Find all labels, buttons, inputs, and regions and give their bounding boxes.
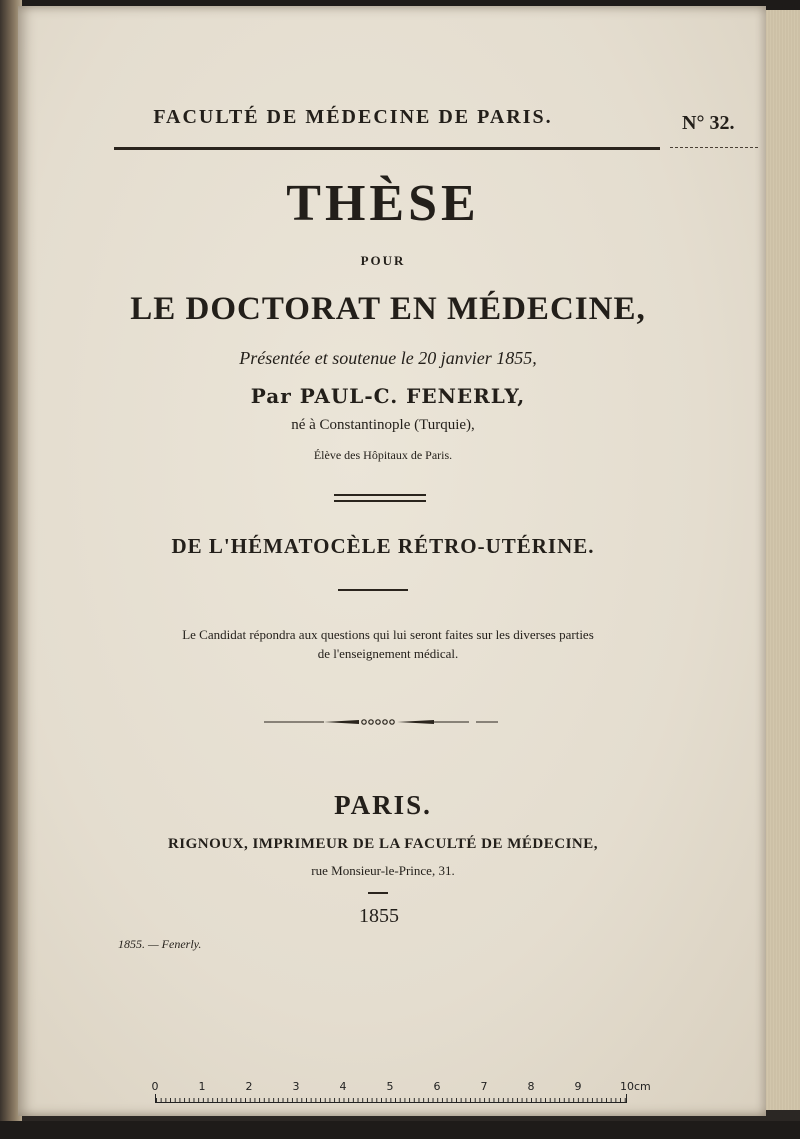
student-line: Élève des Hôpitaux de Paris. <box>313 448 453 462</box>
ruler-label-9: 9 <box>574 1080 582 1093</box>
ruler-label-3: 3 <box>292 1080 300 1093</box>
candidate-note-line2: de l'enseignement médical. <box>317 646 459 661</box>
tiny-rule <box>368 892 388 894</box>
scan-bottom-edge <box>0 1121 800 1139</box>
document-page <box>18 6 766 1116</box>
thesis-title: THÈSE <box>286 175 480 232</box>
ruler-label-7: 7 <box>480 1080 488 1093</box>
page-stack-edge <box>766 10 800 1110</box>
candidate-note <box>128 625 648 663</box>
ruler-unit-label: 10cm <box>620 1080 651 1093</box>
ruler-label-8: 8 <box>527 1080 535 1093</box>
candidate-note-line1: Le Candidat répondra aux questions qui lui seront faites sur les diverses parties <box>182 627 594 642</box>
ruler-label-6: 6 <box>433 1080 441 1093</box>
header-rule-right <box>670 147 758 148</box>
short-rule-divider <box>338 589 408 591</box>
doctorate-heading: LE DOCTORAT EN MÉDECINE, <box>130 291 646 327</box>
ruler-label-2: 2 <box>245 1080 253 1093</box>
imprint-printer: RIGNOUX, IMPRIMEUR DE LA FACULTÉ DE MÉDECINE, <box>167 836 599 852</box>
birthplace-line: né à Constantinople (Turquie), <box>291 417 475 433</box>
pour-text: POUR <box>360 253 406 268</box>
thesis-number: N° 32. <box>682 112 735 134</box>
ruler-label-4: 4 <box>339 1080 347 1093</box>
imprint-city: PARIS. <box>334 790 432 820</box>
scale-ruler <box>150 1080 651 1104</box>
ornament-divider <box>264 712 498 732</box>
ruler-label-0: 0 <box>151 1080 159 1093</box>
faculty-header: FACULTÉ DE MÉDECINE DE PARIS. <box>153 106 553 128</box>
author-line: Par PAUL-C. FENERLY, <box>250 384 526 408</box>
presentation-line: Présentée et soutenue le 20 janvier 1855, <box>239 348 537 368</box>
ruler-tick-bar <box>155 1094 627 1103</box>
ruler-label-5: 5 <box>386 1080 394 1093</box>
imprint-year: 1855 <box>359 905 399 927</box>
ruler-label-1: 1 <box>198 1080 206 1093</box>
double-rule-divider <box>334 494 426 502</box>
footer-signature: 1855. — Fenerly. <box>118 937 202 951</box>
imprint-address: rue Monsieur-le-Prince, 31. <box>311 863 455 878</box>
thesis-subject: DE L'HÉMATOCÈLE RÉTRO-UTÉRINE. <box>171 534 595 558</box>
header-rule <box>114 147 660 150</box>
